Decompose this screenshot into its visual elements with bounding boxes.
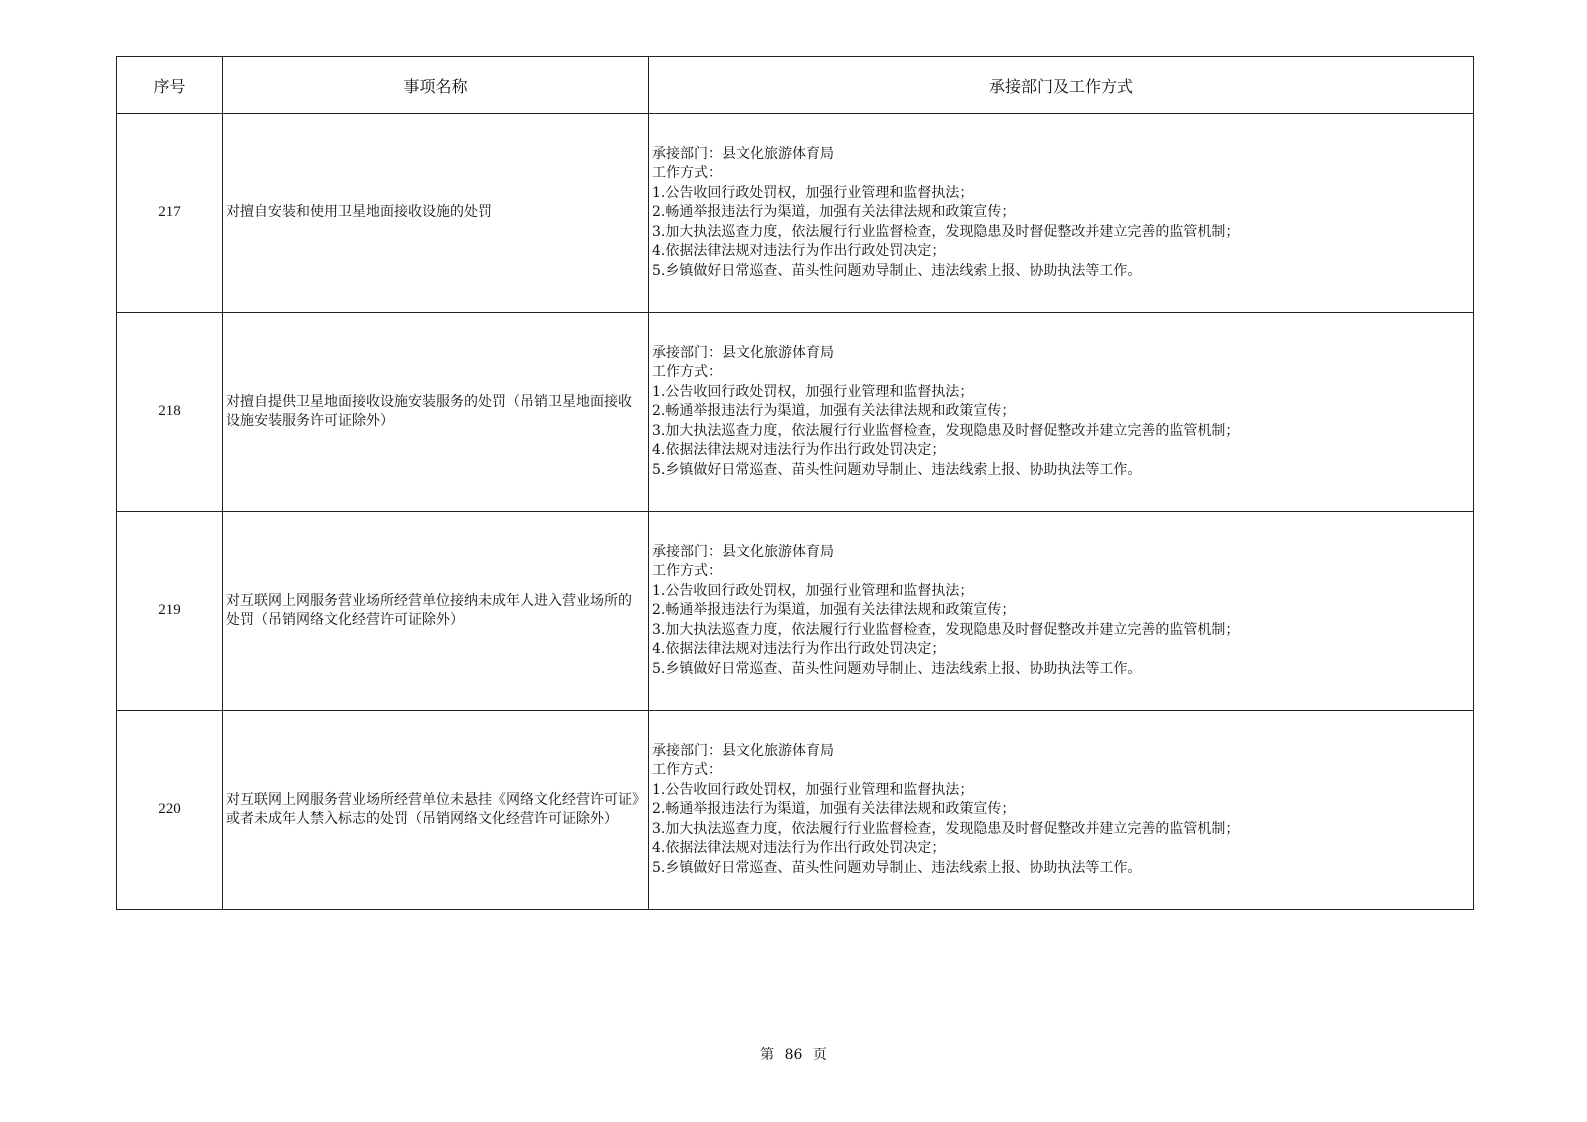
work-mode-item: 5.乡镇做好日常巡查、苗头性问题劝导制止、违法线索上报、协助执法等工作。 (652, 262, 1142, 279)
row-dept (649, 512, 1474, 711)
header-name: 事项名称 (223, 57, 649, 114)
work-mode-item: 1.公告收回行政处罚权，加强行业管理和监督执法； (652, 184, 974, 201)
row-seq: 218 (117, 313, 223, 512)
work-mode-item: 2.畅通举报违法行为渠道，加强有关法律法规和政策宣传； (652, 204, 1016, 221)
dept-unit: 承接部门：县文化旅游体育局 (652, 145, 834, 162)
table-row (117, 114, 1474, 313)
table-row (117, 512, 1474, 711)
work-mode-item: 3.加大执法巡查力度，依法履行行业监督检查，发现隐患及时督促整改并建立完善的监管机制； (652, 422, 1240, 439)
table-header-row (117, 57, 1474, 114)
work-mode-item: 3.加大执法巡查力度，依法履行行业监督检查，发现隐患及时督促整改并建立完善的监管机制； (652, 820, 1240, 837)
work-mode-label: 工作方式： (652, 762, 722, 779)
table-row (117, 313, 1474, 512)
work-mode-label: 工作方式： (652, 563, 722, 580)
work-mode-item: 1.公告收回行政处罚权，加强行业管理和监督执法； (652, 582, 974, 599)
row-seq: 219 (117, 512, 223, 711)
work-mode-item: 4.依据法律法规对违法行为作出行政处罚决定； (652, 641, 946, 658)
work-mode-item: 4.依据法律法规对违法行为作出行政处罚决定； (652, 840, 946, 857)
work-mode-item: 5.乡镇做好日常巡查、苗头性问题劝导制止、违法线索上报、协助执法等工作。 (652, 859, 1142, 876)
work-mode-item: 5.乡镇做好日常巡查、苗头性问题劝导制止、违法线索上报、协助执法等工作。 (652, 461, 1142, 478)
row-dept (649, 114, 1474, 313)
dept-unit: 承接部门：县文化旅游体育局 (652, 543, 834, 560)
work-mode-item: 5.乡镇做好日常巡查、苗头性问题劝导制止、违法线索上报、协助执法等工作。 (652, 660, 1142, 677)
row-name: 对擅自提供卫星地面接收设施安装服务的处罚（吊销卫星地面接收设施安装服务许可证除外） (223, 313, 649, 512)
row-name: 对互联网上网服务营业场所经营单位接纳未成年人进入营业场所的处罚（吊销网络文化经营许可证除外） (223, 512, 649, 711)
header-seq: 序号 (117, 57, 223, 114)
work-mode-item: 1.公告收回行政处罚权，加强行业管理和监督执法； (652, 781, 974, 798)
page-number: 86 (784, 1047, 803, 1063)
work-mode-item: 3.加大执法巡查力度，依法履行行业监督检查，发现隐患及时督促整改并建立完善的监管机制； (652, 223, 1240, 240)
matters-table (116, 56, 1474, 910)
work-mode-item: 2.畅通举报违法行为渠道，加强有关法律法规和政策宣传； (652, 403, 1016, 420)
work-mode-item: 2.畅通举报违法行为渠道，加强有关法律法规和政策宣传； (652, 801, 1016, 818)
page-footer (0, 1044, 1587, 1064)
dept-unit: 承接部门：县文化旅游体育局 (652, 742, 834, 759)
work-mode-item: 2.畅通举报违法行为渠道，加强有关法律法规和政策宣传； (652, 602, 1016, 619)
page-prefix: 第 (760, 1047, 775, 1063)
row-name: 对擅自安装和使用卫星地面接收设施的处罚 (223, 114, 649, 313)
work-mode-item: 4.依据法律法规对违法行为作出行政处罚决定； (652, 442, 946, 459)
work-mode-item: 4.依据法律法规对违法行为作出行政处罚决定； (652, 243, 946, 260)
row-seq: 217 (117, 114, 223, 313)
work-mode-label: 工作方式： (652, 364, 722, 381)
work-mode-item: 1.公告收回行政处罚权，加强行业管理和监督执法； (652, 383, 974, 400)
work-mode-item: 3.加大执法巡查力度，依法履行行业监督检查，发现隐患及时督促整改并建立完善的监管机制； (652, 621, 1240, 638)
work-mode-label: 工作方式： (652, 165, 722, 182)
table-row (117, 711, 1474, 910)
header-dept: 承接部门及工作方式 (649, 57, 1474, 114)
row-name: 对互联网上网服务营业场所经营单位未悬挂《网络文化经营许可证》或者未成年人禁入标志的处罚（吊销网络文化经营许可证除外） (223, 711, 649, 910)
dept-unit: 承接部门：县文化旅游体育局 (652, 344, 834, 361)
page-suffix: 页 (812, 1047, 827, 1063)
row-dept (649, 313, 1474, 512)
row-seq: 220 (117, 711, 223, 910)
row-dept (649, 711, 1474, 910)
